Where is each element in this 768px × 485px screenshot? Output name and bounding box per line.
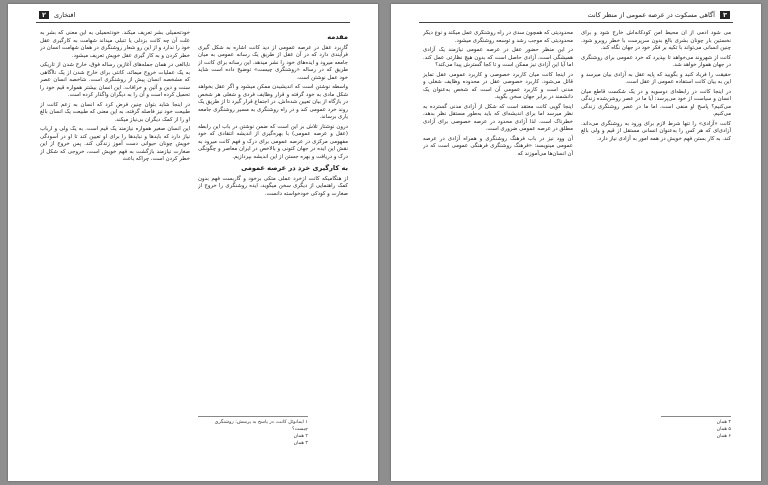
left-page-header: [36, 10, 350, 23]
paragraph: از هنگامیکه کانت ازخرد عملی متکی برخود و گاربست فهم بدون کمک راهنمایی از دیگری سخن میگوید، ایده روشنگری را خروج از صغارت و کودکی خودخواسته دانست.: [198, 175, 348, 197]
right-page: [391, 4, 761, 481]
paragraph: در این منظر حضور عقل در عرصه عمومی نیازمند یک آزادی همیشگی است، آزادی حاصل است که بدون هیچ نظارتی عمل کند. اما آیا این آزادی نیز ممکن است و تا کجا گسترش پیدا می‌کند؟: [423, 47, 573, 68]
paragraph: نابالغی در همان جمله‌های آغازین رساله فوق، خارج شدن از تاریکی به یک عملیات خروج میمانَد، کانتی برای خارج شدن از یک ناآگاهی که مشخصه انسان پیش از روشنگری است. شاخصه انسان عصر سنت و دین و آئین و خرافات. این انسان بیشتر همواره قیم خود را تحمیل کرده است و آن را به دیگران واگذار کرده است.: [40, 62, 190, 98]
paragraph: می شود آدمی از آن محیط امن کودکانه‌اش خارج شود و برای نخستین بار چونان بشری بالغ بدون سرپرست با خطر روبرو شود. چنین انسانی می‌تواند با تکیه بر فکر خود در جهان نگاه کند.: [581, 30, 731, 51]
footnote: ۲ همان: [293, 434, 308, 439]
footnote: ۵ همان: [716, 427, 731, 432]
paragraph: واسطه نوشتن است که اندیشیدن ممکن میشود و اگر عقل بخواهد شکل مادی به خود گرفته و قرار وظایف فردی و شغلی هر شخص در بازگاه از بیان تعیین شده‌اش، در اجتماع قرار گیرد تا از طریق یک روند خرد عمومی کند و در راه روشنگری به مسیر روشنگری جامعه یاری برساند.: [198, 84, 348, 120]
left-page-number: ۲: [39, 11, 49, 19]
paragraph: در اینجا کانت میان کاربرد خصوصی و کاربرد عمومی عقل تمایز قائل می‌شود. کاربرد خصوصی عقل در محدوده وظایف شغلی و مدنی است و کاربرد عمومی آن است که شخص به‌عنوان یک دانشمند در برابر جهان سخن بگوید.: [423, 71, 573, 100]
right-page-number: ۳: [720, 11, 730, 19]
left-page: [8, 4, 378, 481]
right-running-title: آگاهی مسکوت در عرصه عمومی از منظر کانت: [587, 11, 715, 19]
right-page-header: [419, 10, 733, 23]
paragraph: درون نوشتار تلاش بر این است که ضمن نوشتن در باب این رابطه (عقل و عرصه عمومی) با بهره‌گیری از اندیشه انتقادی که خود مفهومی مرکزی در عرصه عمومی برای درک و فهم کانت میرود به نقش این ایده در جهان کنونی و بالاخص در ایران معاصر و چگونگی درک و دریافت و بهره جستن از این اندیشه بپردازیم.: [198, 123, 348, 160]
left-page-left-column: [40, 30, 190, 406]
footnote: ۶ همان: [716, 434, 731, 439]
paragraph: در اینجا کانت در رابطه‌ای دوسویه و در یک شکست قاطع میان انسان و سیاست از خود می‌پرسد: آیا ما در عصر روشن‌شده زندگی می‌کنیم؟ پاسخ او منفی است، اما ما در عصر روشنگری زندگی می‌کنیم.: [581, 88, 731, 117]
left-page-footnotes: [198, 416, 308, 447]
right-page-left-column: [423, 30, 573, 406]
section-heading-public-reason: به کارگیری خرد در عرصه عمومی: [241, 164, 348, 172]
footnote: ۴ همان: [716, 420, 731, 425]
right-page-footnotes: [661, 416, 731, 440]
left-page-right-column: [198, 30, 348, 406]
footnote: ۳ همان: [293, 441, 308, 446]
paragraph: کانت «آزادی» را تنها شرط لازم برای ورود به روشنگری می‌داند. آزادی‌ای که هر کس را به‌عنوان انسانی مستقل از قیم و ولی بالغ کند. به کار بستن فهم خویش در همه امور به آزادی نیاز دارد.: [581, 120, 731, 142]
paragraph: گاربرد عقل در عرصه عمومی از دید کانت اشاره به شکل گیری فرآیندی دارد که در آن عقل از طریق یک رسانه عمومی به میان جامعه میرود و ایده‌های خود را نشر میدهد. این رسانه برای کانت از طریق که در رساله «روشنگری چیست» توضیح داده است شاید خود عمل نوشتن است.: [198, 44, 348, 81]
left-running-title: افتخاری: [54, 11, 76, 19]
paragraph: خودتحمیلی بشر تعریف میکند. خودتحمیلی به این معنی که بشر به علت آن چه کانت بزدلی یا تنبلی میداند شهامت به کارگیری عقل خود را ندارد و از این رو شعار روشنگری در همان شهامت انسان در خطر کردن و به کار گیری عقل خویش تعریف میشود.: [40, 30, 190, 59]
paragraph: اینجا گویی کانت معتقد است که شکل از آزادی مدنی گسترده به نظر میرسد اما برای اندیشه‌ای که باید به‌طور مستقل نظر بدهد، خطرناک است. لذا آزادی محدود در عرصه خصوصی برای آزادی مطلق در عرصه عمومی ضروری است.: [423, 103, 573, 132]
paragraph: محدودیتی که همچون سدی در راه روشنگری عمل میکند و نوع دیگر محدودیتی که موجب رشد و توسعه روشنگری میشود.: [423, 30, 573, 44]
paragraph: آن وود نیز در باب فرهنگ روشنگری و همراه آزادی در عرصه عمومی مینویسد: «فرهنگ روشنگری فرهنگی عمومی است که در آن انسان‌ها می‌آموزند که: [423, 135, 573, 157]
paragraph: حقیقت را فریاد کنید و بگویید که پایه عقل به آزادی بیان میرسد و این به بیان کانت استفاده عمومی از عقل است.: [581, 71, 731, 85]
paragraph: این انسان صغیر همواره نیازمند یک قیم است. به یک ولی و ارباب نیاز دارد که بایدها و نبایدها را برای او تعیین کند تا او در آسودگی خویش چونان حیوانی دست آموز زندگی کند. پس خروج از این صغارت نیازمند بازگشت به فهم خویش است، خروجی که شکل از خطر کردن است، چراکه باعث: [40, 126, 190, 162]
paragraph: کانت از شهروند می‌خواهد تا بپذیرد که خرد عمومی برای روشنگری در جهان هموار خواهد شد.: [581, 54, 731, 68]
footnote: ۱ ایمانوئل کانت، در پاسخ به پرسش: روشنگری چیست؟: [214, 420, 308, 432]
paragraph: در اینجا شاید بتوان چنین فرض کرد که انسان به زعم کانت از طبیعت خود نیز فاصله گرفته، به این معنی که طبیعت یک انسان بالغ او را از کمک دیگران بی‌نیاز میکند.: [40, 101, 190, 123]
right-page-right-column: [581, 30, 731, 406]
section-heading-intro: مقدمه: [327, 33, 348, 41]
